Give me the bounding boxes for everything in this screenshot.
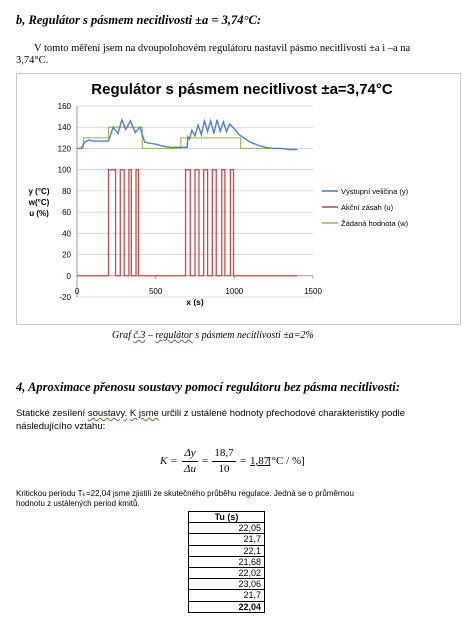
static-gain-text-e: určili z ustálené hodnoty přechodové charakteristiky podle xyxy=(158,408,406,419)
x-tick-label: 0 xyxy=(74,287,80,296)
static-gain-text-d: K jsme xyxy=(129,408,159,419)
series-output-line xyxy=(77,120,297,150)
table-mean-cell: 22,04 xyxy=(189,601,265,612)
section-b-paragraph-line1: V tomto měření jsem na dvoupolohovém regulátoru nastavil pásmo necitlivosti ±a i –a na xyxy=(34,43,411,54)
gain-formula xyxy=(160,447,320,477)
section-4-heading: 4, Aproximace přenosu soustavy pomocí regulátoru bez pásma necitlivosti: xyxy=(16,380,400,394)
section-b-heading: b, Regulátor s pásmem necitlivosti ±a = 3,74°C: xyxy=(16,13,262,27)
chart xyxy=(16,73,461,325)
y-tick-label: 0 xyxy=(66,271,71,281)
formula-fraction-bar1 xyxy=(182,461,198,462)
series-action-line xyxy=(77,170,297,276)
chart-legend xyxy=(322,187,409,228)
static-gain-text-b: soustavy. xyxy=(87,408,128,419)
critical-period-line2: hodnotu z ustálených period kmitů. xyxy=(16,499,140,508)
formula-fraction-bar2 xyxy=(212,461,236,462)
chart-title: Regulátor s pásmem necitlivost ±a=3,74°C xyxy=(91,81,393,98)
table-row xyxy=(189,545,265,556)
plot-series xyxy=(77,120,297,276)
legend-label: Výstupní veličina (y) xyxy=(341,187,409,196)
table-cell: 23,06 xyxy=(189,579,265,590)
y-tick-label: 120 xyxy=(57,144,71,154)
y-tick-labels xyxy=(58,102,72,302)
formula-num2: 18,7 xyxy=(214,447,234,459)
x-tick-labels xyxy=(75,287,323,296)
formula-eq1: = xyxy=(202,455,209,467)
formula-num1: Δy xyxy=(184,447,196,459)
caption-middle: – xyxy=(145,330,156,341)
table-cell: 21,68 xyxy=(189,556,265,567)
table-cell: 21,7 xyxy=(189,534,265,545)
caption-rest: s pásmem necitlivosti ±a=2% xyxy=(192,330,314,341)
y-axis-label-line: u (%) xyxy=(29,209,49,218)
figure-caption xyxy=(112,330,314,341)
section-b-paragraph-line2: 3,74°C. xyxy=(16,55,49,66)
y-tick-label: 140 xyxy=(57,123,71,133)
table-row xyxy=(189,556,265,567)
y-tick-label: -20 xyxy=(59,293,71,302)
table-header: Tu (s) xyxy=(189,512,265,523)
formula-lhs: K = xyxy=(160,455,178,467)
table-cell: 22,02 xyxy=(189,567,265,578)
x-tick-label: 1500 xyxy=(304,287,322,296)
caption-underlined: regulátor xyxy=(155,330,193,341)
y-tick-label: 100 xyxy=(57,165,71,175)
static-gain-text-a: Statické zesílení xyxy=(16,408,88,419)
table-row xyxy=(189,590,265,601)
y-tick-label: 40 xyxy=(62,229,71,239)
table-row xyxy=(189,523,265,534)
table-cell: 21,7 xyxy=(189,590,265,601)
period-table xyxy=(188,511,265,613)
formula-unit: [°C / %] xyxy=(268,455,305,467)
series-setpoint-line xyxy=(77,127,282,148)
static-gain-line1 xyxy=(16,408,405,419)
table-cell: 22,1 xyxy=(189,545,265,556)
y-tick-label: 60 xyxy=(62,208,71,218)
legend-label: Akční zásah (u) xyxy=(341,203,394,212)
critical-period-line1: Kritickou periodu Tₖ=22,04 jsme zjistili ze skutečného průběhu regulace. Jedná se o průměrnou xyxy=(16,489,354,498)
y-tick-label: 80 xyxy=(62,186,71,196)
table-row xyxy=(189,567,265,578)
y-axis-label xyxy=(28,187,50,218)
table-cell: 22,05 xyxy=(189,523,265,534)
y-tick-label: 20 xyxy=(62,250,71,260)
table-mean-row xyxy=(189,601,265,612)
caption-number: č.3 xyxy=(133,330,146,341)
formula-den2: 10 xyxy=(218,463,230,475)
x-tick-label: 1000 xyxy=(225,287,244,296)
table-header-row xyxy=(189,512,265,523)
y-tick-label: 160 xyxy=(57,102,71,111)
table-row xyxy=(189,534,265,545)
x-tick-label: 500 xyxy=(148,287,163,296)
static-gain-line2: následujícího vztahu: xyxy=(16,421,106,432)
caption-prefix: Graf xyxy=(112,330,134,341)
formula-den1: Δu xyxy=(184,463,196,475)
table-row xyxy=(189,579,265,590)
x-axis-label: x (s) xyxy=(186,297,204,307)
formula-eq2: = xyxy=(240,455,247,467)
y-axis-label-line: y (°C) xyxy=(28,187,50,196)
legend-label: Žádaná hodnota (w) xyxy=(341,219,409,228)
y-axis-label-line: w(°C) xyxy=(28,198,50,207)
formula-result: 1,87 xyxy=(250,455,270,467)
